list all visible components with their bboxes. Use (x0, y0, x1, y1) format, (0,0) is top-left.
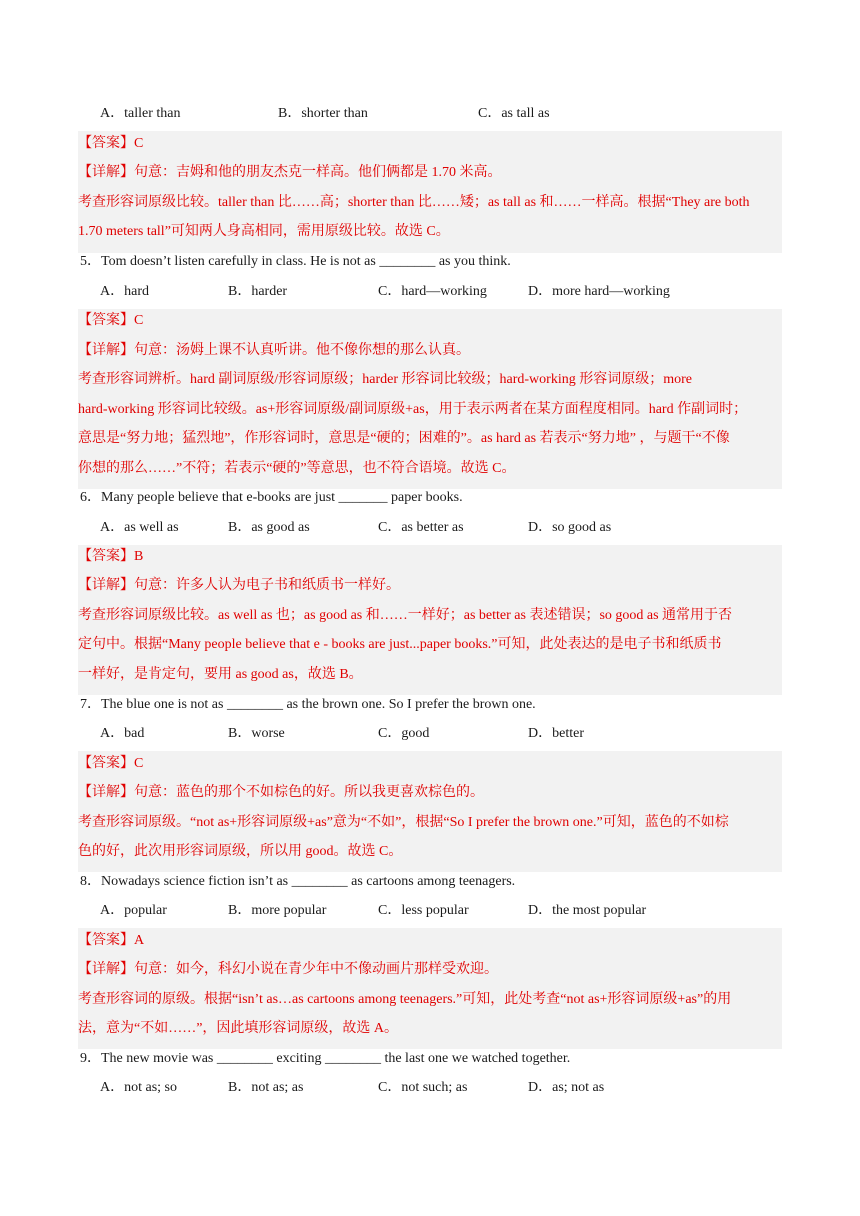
q8-option-c: C．less popular (378, 903, 469, 918)
q5-option-d: D．more hard—working (528, 284, 670, 299)
q8-option-d: D．the most popular (528, 903, 647, 918)
q5-answer: 【答案】C (78, 313, 144, 328)
q6-explain-line: 一样好，是肯定句，要用 as good as，故选 B。 (78, 667, 363, 682)
q8-explain-line: 考查形容词的原级。根据“isn’t as…as cartoons among teenagers.”可知，此处考查“not as+形容词原级+as”的用 (78, 992, 732, 1007)
q5-explain-line: 【详解】句意：汤姆上课不认真听讲。他不像你想的那么认真。 (78, 343, 470, 358)
q8-explain-line: 【详解】句意：如今，科幻小说在青少年中不像动画片那样受欢迎。 (78, 962, 498, 977)
q8-answer-block (78, 928, 782, 1049)
q5-explain-line: 意思是“努力地；猛烈地”，作形容词时，意思是“硬的；困难的”。as hard as 若表示“努力地” ，与题干“不像 (78, 431, 730, 446)
q4-answer-block (78, 131, 782, 253)
q6-explain-line: 考查形容词原级比较。as well as 也；as good as 和……一样好；as better as 表述错误；so good as 通常用于否 (78, 608, 733, 623)
q8-answer: 【答案】A (78, 933, 145, 948)
q5-explain-line: hard-working 形容词比较级。as+形容词原级/副词原级+as，用于表示两者在某方面程度相同。hard 作副词时； (78, 402, 748, 417)
q7-option-b: B．worse (228, 726, 285, 741)
q9-option-d: D．as; not as (528, 1080, 605, 1095)
q4-answer: 【答案】C (78, 136, 144, 151)
q9-option-a: A．not as; so (100, 1080, 177, 1095)
q5-option-a: A．hard (100, 284, 149, 299)
q9-option-c: C．not such; as (378, 1080, 468, 1095)
q5-option-c: C．hard—working (378, 284, 487, 299)
q5-answer-block (78, 309, 782, 489)
q4-option-a: A．taller than (100, 106, 181, 121)
q5-explain-line: 你想的那么……”不符；若表示“硬的”等意思，也不符合语境。故选 C。 (78, 461, 516, 476)
q7-option-c: C．good (378, 726, 430, 741)
q9-option-b: B．not as; as (228, 1080, 304, 1095)
q6-answer: 【答案】B (78, 549, 144, 564)
q6-option-b: B．as good as (228, 520, 310, 535)
q8-explain-line: 法，意为“不如……”，因此填形容词原级，故选 A。 (78, 1021, 399, 1036)
q6-option-d: D．so good as (528, 520, 612, 535)
q6-option-a: A．as well as (100, 520, 179, 535)
q5-explain-line: 考查形容词辨析。hard 副词原级/形容词原级；harder 形容词比较级；hard-working 形容词原级；more (78, 372, 692, 387)
q7-explain-line: 色的好，此次用形容词原级，所以用 good。故选 C。 (78, 844, 403, 859)
q5-option-b: B．harder (228, 284, 288, 299)
q8-question: 8．Nowadays science fiction isn’t as ________ as cartoons among teenagers. (80, 874, 516, 889)
q4-explain-line: 考查形容词原级比较。taller than 比……高；shorter than 比……矮；as tall as 和……一样高。根据“They are both (78, 195, 750, 210)
q7-question: 7．The blue one is not as ________ as the brown one. So I prefer the brown one. (80, 697, 536, 712)
q4-option-c: C．as tall as (478, 106, 550, 121)
q6-question: 6．Many people believe that e-books are just _______ paper books. (80, 490, 463, 505)
q4-explain-line: 【详解】句意：吉姆和他的朋友杰克一样高。他们俩都是 1.70 米高。 (78, 165, 502, 180)
q8-option-b: B．more popular (228, 903, 327, 918)
q4-option-b: B．shorter than (278, 106, 368, 121)
q6-option-c: C．as better as (378, 520, 464, 535)
q9-question: 9．The new movie was ________ exciting ________ the last one we watched together. (80, 1051, 571, 1066)
q7-answer-block (78, 751, 782, 872)
q6-answer-block (78, 545, 782, 695)
q4-explain-line: 1.70 meters tall”可知两人身高相同，需用原级比较。故选 C。 (78, 224, 450, 239)
q8-option-a: A．popular (100, 903, 167, 918)
q6-explain-line: 定句中。根据“Many people believe that e - books are just...paper books.”可知，此处表达的是电子书和纸质书 (78, 637, 722, 652)
q7-option-a: A．bad (100, 726, 145, 741)
q7-option-d: D．better (528, 726, 584, 741)
q7-explain-line: 考查形容词原级。“not as+形容词原级+as”意为“不如”，根据“So I prefer the brown one.”可知，蓝色的不如棕 (78, 815, 729, 830)
q6-explain-line: 【详解】句意：许多人认为电子书和纸质书一样好。 (78, 578, 400, 593)
q5-question: 5．Tom doesn’t listen carefully in class. He is not as ________ as you think. (80, 254, 511, 269)
q7-answer: 【答案】C (78, 756, 144, 771)
q7-explain-line: 【详解】句意：蓝色的那个不如棕色的好。所以我更喜欢棕色的。 (78, 785, 484, 800)
